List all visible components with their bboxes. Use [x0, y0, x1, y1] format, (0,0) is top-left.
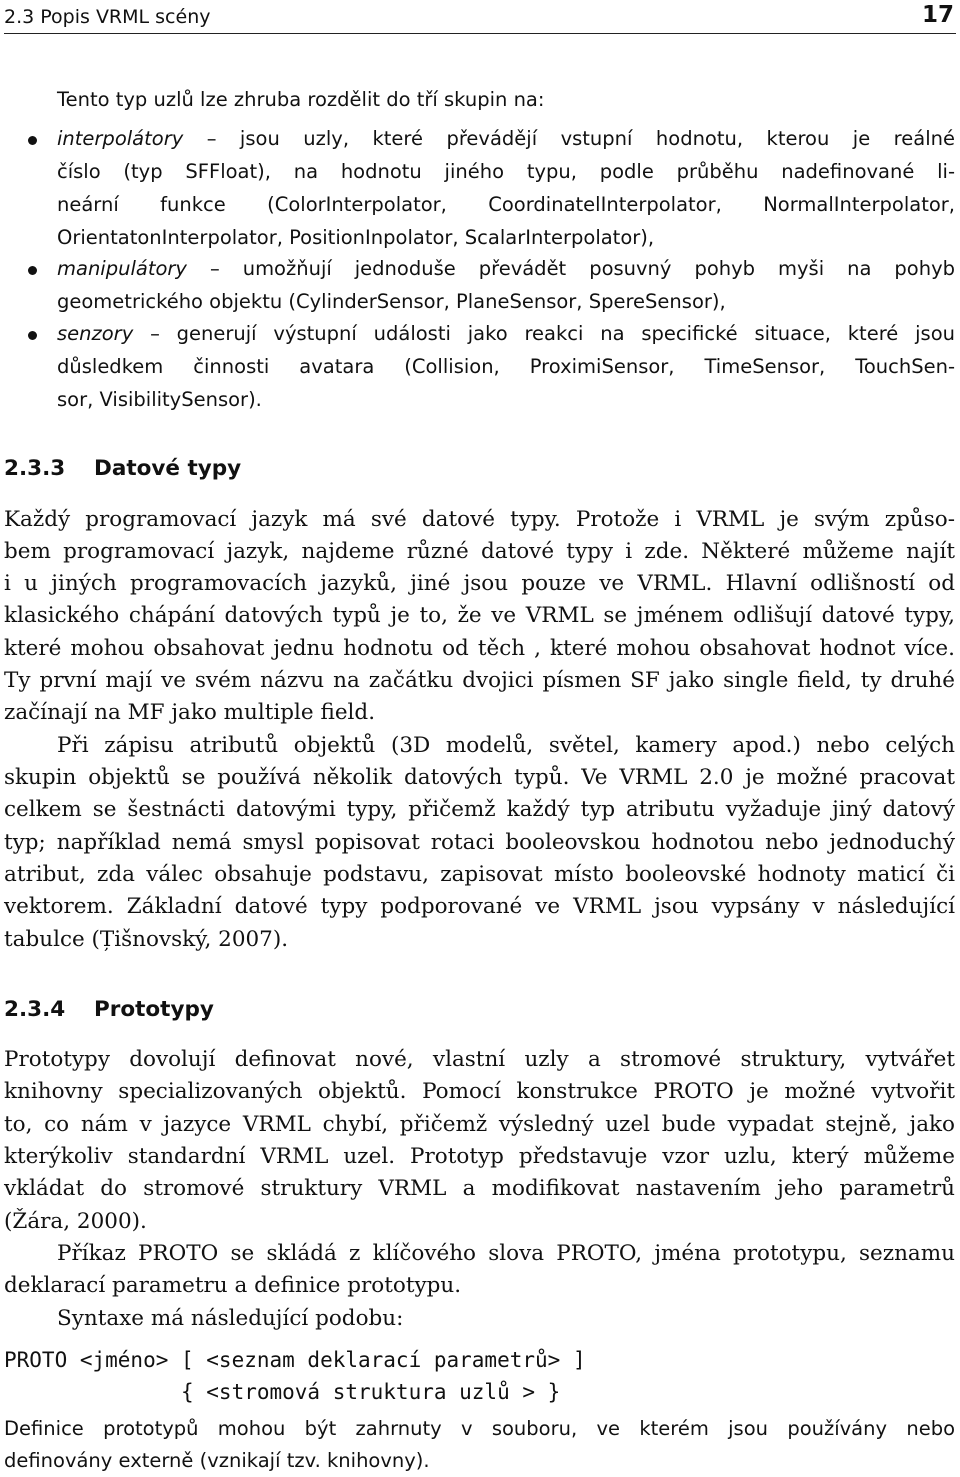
bullet-term: senzory — [57, 322, 134, 345]
paragraph-line: Každý programovací jazyk má své datové typy. Protože i VRML je svým způso- — [4, 507, 955, 532]
paragraph-line: začínají na MF jako multiple field. — [4, 700, 376, 725]
bullet-term: manipulátory — [57, 257, 187, 280]
paragraph-line: Prototypy dovolují definovat nové, vlastní uzly a stromové struktury, vytvářet — [4, 1047, 955, 1072]
paragraph-line: definovány externě (vznikají tzv. knihovny). — [4, 1449, 430, 1472]
paragraph-line: kterýkoliv standardní VRML uzel. Prototyp představuje vzor uzlu, který můžeme — [4, 1144, 955, 1169]
paragraph-line: Při zápisu atributů objektů (3D modelů, světel, kamery apod.) nebo celých — [57, 733, 955, 758]
section-number: 2.3.4 — [4, 997, 66, 1022]
paragraph-line: vkládat do stromové struktury VRML a modifikovat nastavením jeho parametrů — [4, 1176, 955, 1201]
bullet-line — [57, 324, 955, 344]
paragraph-line: bem programovací jazyk, najdeme různé datové typy i zde. Některé můžeme najít — [4, 539, 955, 564]
paragraph-line: atribut, zda válec obsahuje podstavu, zapisovat místo booleovské hodnoty maticí či — [4, 862, 955, 887]
paragraph-line: celkem se šestnácti datovými typy, přičemž každý typ atributu vyžaduje jiný datový — [4, 797, 955, 822]
section-heading-text: Datové typy — [94, 456, 242, 481]
bullet-term: interpolátory — [57, 127, 184, 150]
paragraph-line: skupin objektů se používá několik datových typů. Ve VRML 2.0 je možné pracovat — [4, 765, 955, 790]
bullet-text: – jsou uzly, které převádějí vstupní hodnotu, kterou je reálné — [206, 127, 955, 150]
page-number: 17 — [921, 2, 954, 28]
bullet-text: – generují výstupní události jako reakci na specifické situace, které jsou — [150, 322, 955, 345]
code-line: { <stromová struktura uzlů > } — [4, 1380, 561, 1404]
paragraph-line: typ; například nemá smysl popisovat rotaci booleovskou hodnotou nebo jednoduchý — [4, 830, 955, 855]
bullet-line: OrientatonInterpolator, PositionInpolator, ScalarInterpolator), — [57, 226, 655, 249]
paragraph-line: (Žára, 2000). — [4, 1209, 147, 1234]
paragraph-line: Definice prototypů mohou být zahrnuty v souboru, ve kterém jsou používány nebo — [4, 1417, 955, 1440]
bullet-line — [57, 129, 955, 149]
bullet-line: neární funkce (ColorInterpolator, CoordinatelInterpolator, NormalInterpolator, — [57, 193, 955, 216]
bullet-line: důsledkem činnosti avatara (Collision, ProximiSensor, TimeSensor, TouchSen- — [57, 355, 955, 378]
paragraph-line: Příkaz PROTO se skládá z klíčového slova PROTO, jména prototypu, seznamu — [57, 1241, 955, 1266]
bullet-line: sor, VisibilitySensor). — [57, 388, 262, 411]
bullet-dot — [28, 331, 37, 340]
bullet-line: geometrického objektu (CylinderSensor, PlaneSensor, SpereSensor), — [57, 290, 726, 313]
paragraph-line: deklarací parametru a definice prototypu. — [4, 1273, 462, 1298]
section-heading-text: Prototypy — [94, 997, 214, 1022]
paragraph-line: i u jiných programovacích jazyků, jiné jsou pouze ve VRML. Hlavní odlišností od — [4, 571, 955, 596]
intro-text: Tento typ uzlů lze zhruba rozdělit do tří skupin na: — [57, 88, 545, 111]
paragraph-line: Syntaxe má následující podobu: — [57, 1306, 404, 1331]
paragraph-line: Ty první mají ve svém názvu na začátku dvojici písmen SF jako single field, ty druhé — [4, 668, 955, 693]
paragraph-line: tabulce (Țišnovský, 2007). — [4, 927, 289, 952]
paragraph-line: které mohou obsahovat jednu hodnotu od těch , které mohou obsahovat hodnot více. — [4, 636, 955, 661]
code-line: PROTO <jméno> [ <seznam deklarací parametrů> ] — [4, 1348, 586, 1372]
section-number: 2.3.3 — [4, 456, 66, 481]
paragraph-line: vektorem. Základní datové typy podporované ve VRML jsou vypsány v následující — [4, 894, 955, 919]
bullet-line — [57, 259, 955, 279]
paragraph-line: klasického chápání datových typů je to, že ve VRML se jménem odlišují datové typy, — [4, 603, 955, 628]
bullet-dot — [28, 136, 37, 145]
bullet-line: číslo (typ SFFloat), na hodnotu jiného typu, podle průběhu nadefinované li- — [57, 160, 955, 183]
bullet-dot — [28, 266, 37, 275]
section-heading-2-3-4 — [4, 997, 214, 1022]
running-header — [4, 0, 956, 34]
paragraph-line: to, co nám v jazyce VRML chybí, přičemž výsledný uzel bude vypadat stejně, jako — [4, 1112, 955, 1137]
section-heading-2-3-3 — [4, 456, 241, 481]
bullet-text: – umožňují jednoduše převádět posuvný pohyb myši na pohyb — [209, 257, 956, 280]
section-title: 2.3 Popis VRML scény — [4, 6, 211, 28]
paragraph-line: knihovny specializovaných objektů. Pomocí konstrukce PROTO je možné vytvořit — [4, 1079, 955, 1104]
